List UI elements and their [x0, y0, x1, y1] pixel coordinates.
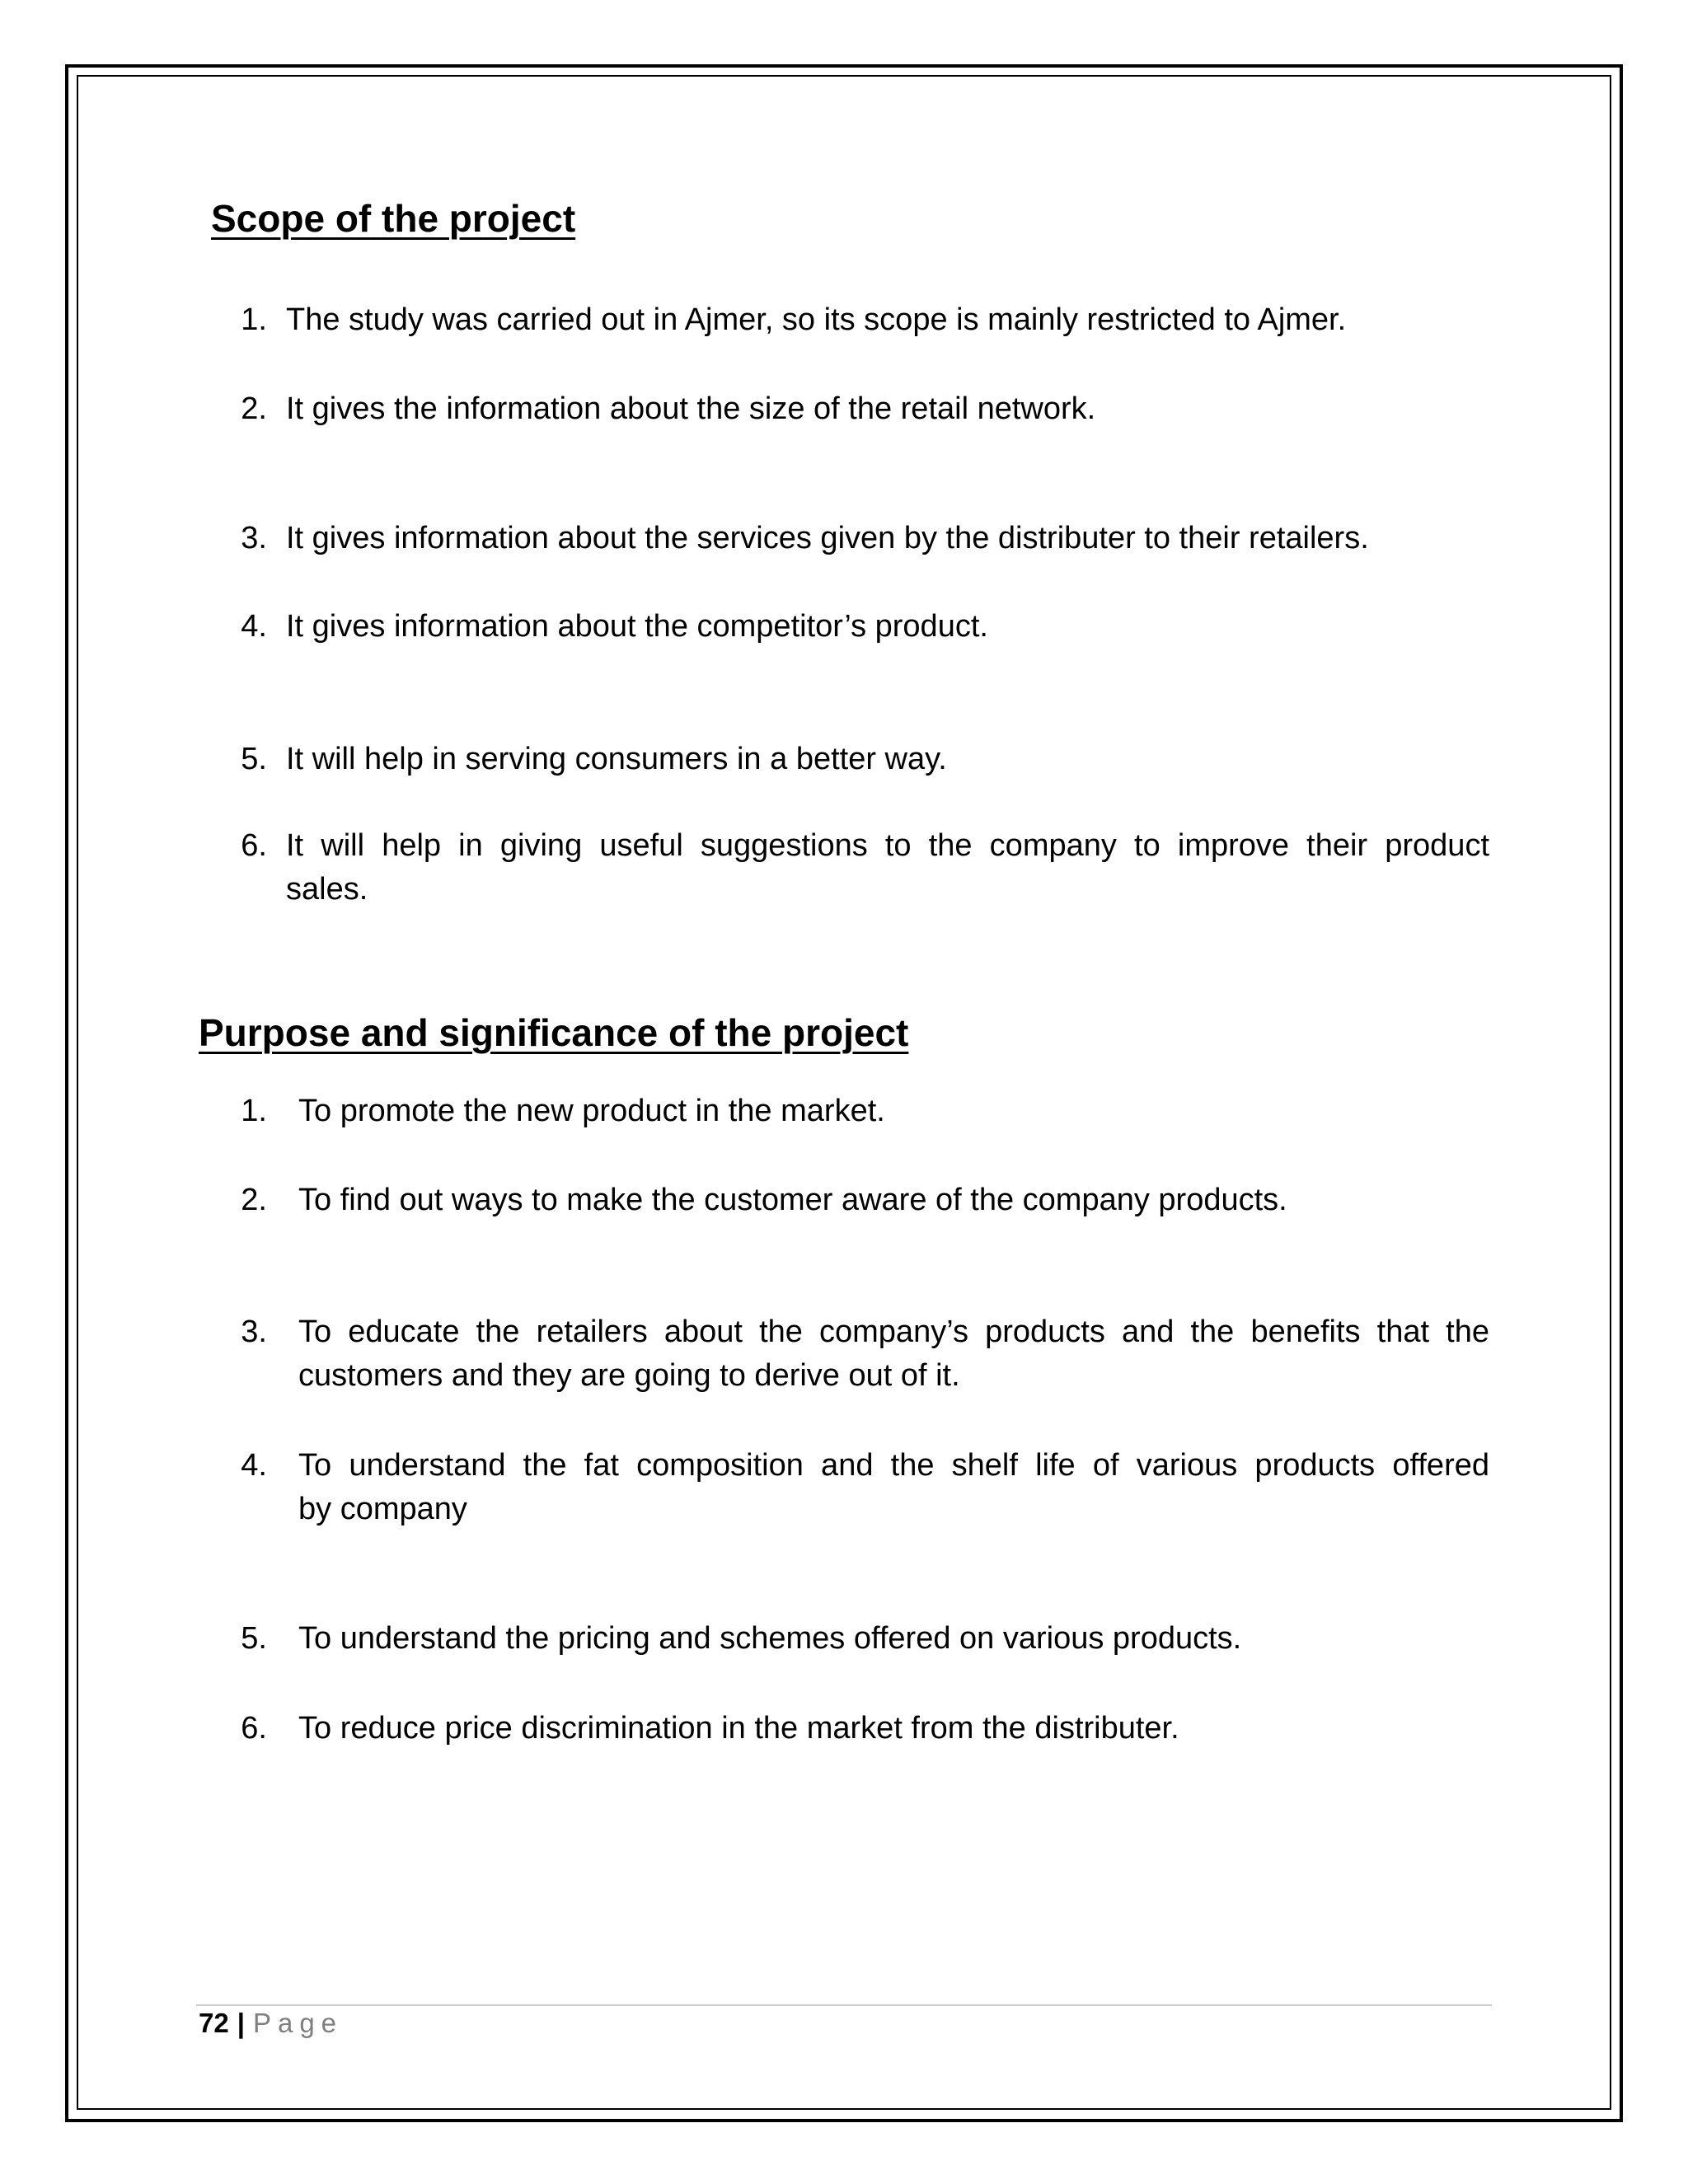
list-item-text-line: To understand the pricing and schemes offered on various products.	[298, 1621, 1242, 1656]
list-item-text-line: customers and they are going to derive out of it.	[298, 1358, 960, 1393]
list-item-text-line: It will help in giving useful suggestions to the company to improve their product	[286, 828, 1489, 863]
list-item-text-line: To understand the fat composition and the shelf life of various products offered	[298, 1448, 1489, 1483]
scope-heading: Scope of the project	[211, 197, 576, 240]
list-item-text-line: sales.	[286, 872, 368, 907]
list-item-number: 1.	[241, 1094, 267, 1128]
list-item-number: 3.	[241, 1315, 267, 1349]
page-label: Page	[252, 2008, 344, 2038]
list-item-text-line: It gives the information about the size of the retail network.	[286, 391, 1096, 426]
list-item-number: 1.	[241, 302, 267, 337]
list-item-text-line: To promote the new product in the market.	[298, 1094, 885, 1128]
list-item-number: 4.	[241, 1448, 267, 1483]
page-footer	[199, 2005, 343, 2041]
list-item-text-line: It gives information about the competitor’s product.	[286, 609, 988, 644]
list-item-text-line: To reduce price discrimination in the market from the distributer.	[298, 1711, 1179, 1746]
list-item-number: 2.	[241, 391, 267, 426]
list-item-text-line: To find out ways to make the customer aware of the company products.	[298, 1183, 1287, 1217]
list-item-number: 2.	[241, 1183, 267, 1217]
list-item-number: 6.	[241, 828, 267, 863]
list-item-number: 6.	[241, 1711, 267, 1746]
page-number: 72	[199, 2008, 229, 2038]
list-item-text-line: It will help in serving consumers in a better way.	[286, 742, 947, 776]
list-item-number: 5.	[241, 1621, 267, 1656]
footer-divider	[196, 2004, 1492, 2006]
purpose-heading: Purpose and significance of the project	[199, 1011, 909, 1054]
list-item-text-line: It gives information about the services given by the distributer to their retailers.	[286, 521, 1369, 555]
list-item-number: 4.	[241, 609, 267, 644]
list-item-text-line: by company	[298, 1492, 467, 1526]
list-item-number: 3.	[241, 521, 267, 555]
list-item-text-line: To educate the retailers about the company’s products and the benefits that the	[298, 1315, 1489, 1349]
footer-separator: |	[237, 2008, 245, 2038]
list-item-text-line: The study was carried out in Ajmer, so its scope is mainly restricted to Ajmer.	[286, 302, 1347, 337]
list-item-number: 5.	[241, 742, 267, 776]
